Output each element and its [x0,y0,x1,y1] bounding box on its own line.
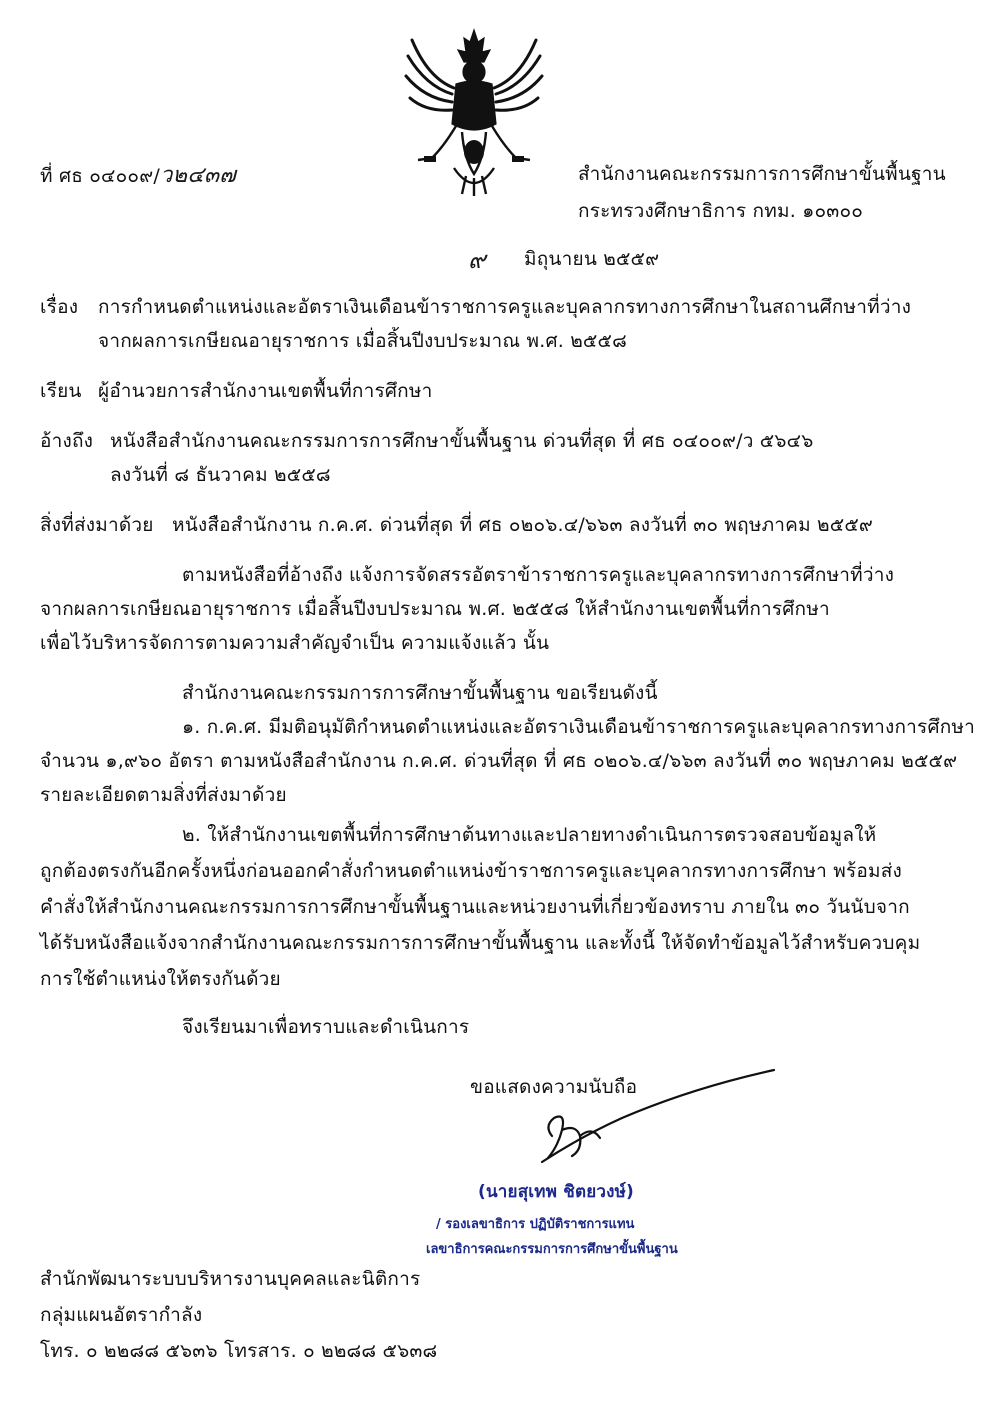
item-2-line-2: ถูกต้องตรงกันอีกครั้งหนึ่งก่อนออกคำสั่งกำหนดตำแหน่งข้าราชการครูและบุคลากรทางการศึกษา พร้อมส่ง [40,860,902,882]
footer-contact: โทร. ๐ ๒๒๘๘ ๕๖๓๖ โทรสาร. ๐ ๒๒๘๘ ๕๖๓๘ [40,1340,438,1362]
subject-line-2: จากผลการเกษียณอายุราชการ เมื่อสิ้นปีงบประมาณ พ.ศ. ๒๕๕๘ [98,330,627,352]
handwritten-signature [522,1066,782,1176]
recipient-label: เรียน [40,380,82,402]
signer-title-line-1-text: รองเลขาธิการ ปฏิบัติราชการแทน [445,1217,635,1232]
enclosure-text: หนังสือสำนักงาน ก.ค.ศ. ด่วนที่สุด ที่ ศธ ๐๒๐๖.๔/๖๖๓ ลงวันที่ ๓๐ พฤษภาคม ๒๕๕๙ [172,514,874,536]
date-month-year: มิถุนายน ๒๕๕๙ [524,248,660,270]
signer-name: (นายสุเทพ ชิตยวงษ์) [478,1182,634,1202]
body-paragraph-1-line-3: เพื่อไว้บริหารจัดการตามความสำคัญจำเป็น ความแจ้งแล้ว นั้น [40,632,550,654]
signer-title-line-1 [436,1213,634,1234]
body-paragraph-1-line-2: จากผลการเกษียณอายุราชการ เมื่อสิ้นปีงบประมาณ พ.ศ. ๒๕๕๘ ให้สำนักงานเขตพื้นที่การศึกษา [40,598,830,620]
item-1-line-3: รายละเอียดตามสิ่งที่ส่งมาด้วย [40,784,287,806]
footer-group: กลุ่มแผนอัตรากำลัง [40,1304,203,1326]
closing-sentence: จึงเรียนมาเพื่อทราบและดำเนินการ [182,1016,470,1038]
item-2-line-4: ได้รับหนังสือแจ้งจากสำนักงานคณะกรรมการการศึกษาขั้นพื้นฐาน และทั้งนี้ ให้จัดทำข้อมูลไว้สำหรับควบคุม [40,932,921,954]
agency-address: กระทรวงศึกษาธิการ กทม. ๑๐๓๐๐ [578,200,864,222]
agency-name: สำนักงานคณะกรรมการการศึกษาขั้นพื้นฐาน [578,163,946,185]
body-paragraph-2: สำนักงานคณะกรรมการการศึกษาขั้นพื้นฐาน ขอเรียนดังนี้ [182,682,658,704]
body-paragraph-1-line-1: ตามหนังสือที่อ้างถึง แจ้งการจัดสรรอัตราข้าราชการครูและบุคลากรทางการศึกษาที่ว่าง [182,564,895,586]
reference-line-1: หนังสือสำนักงานคณะกรรมการการศึกษาขั้นพื้นฐาน ด่วนที่สุด ที่ ศธ ๐๔๐๐๙/ว ๕๖๔๖ [110,430,814,452]
reference-number-handwritten: ว๒๔๓๗ [159,163,237,188]
item-1-line-2: จำนวน ๑,๙๖๐ อัตรา ตามหนังสือสำนักงาน ก.ค.ศ. ด่วนที่สุด ที่ ศธ ๐๒๐๖.๔/๖๖๓ ลงวันที่ ๓๐ พฤษภาคม ๒๕๕๙ [40,750,958,772]
footer-office: สำนักพัฒนาระบบบริหารงานบุคคลและนิติการ [40,1268,421,1290]
signer-title-line-2: เลขาธิการคณะกรรมการการศึกษาขั้นพื้นฐาน [426,1242,678,1257]
recipient-text: ผู้อำนวยการสำนักงานเขตพื้นที่การศึกษา [98,380,433,402]
reference-number-prefix: ที่ ศธ ๐๔๐๐๙/ [40,165,160,187]
enclosure-label: สิ่งที่ส่งมาด้วย [40,514,154,536]
item-2-line-5: การใช้ตำแหน่งให้ตรงกันด้วย [40,968,281,990]
item-2-line-3: คำสั่งให้สำนักงานคณะกรรมการการศึกษาขั้นพื้นฐานและหน่วยงานที่เกี่ยวข้องทราบ ภายใน ๓๐ วันนับจาก [40,896,910,918]
reference-label: อ้างถึง [40,430,94,452]
garuda-emblem [404,28,544,198]
subject-line-1: การกำหนดตำแหน่งและอัตราเงินเดือนข้าราชการครูและบุคลากรทางการศึกษาในสถานศึกษาที่ว่าง [98,296,912,318]
reference-number [40,165,236,187]
reference-line-2: ลงวันที่ ๘ ธันวาคม ๒๕๕๘ [110,464,331,486]
date-day: ๙ [468,246,486,274]
item-1-line-1: ๑. ก.ค.ศ. มีมติอนุมัติกำหนดตำแหน่งและอัตราเงินเดือนข้าราชการครูและบุคลากรทางการศึกษา [182,716,976,738]
subject-label: เรื่อง [40,296,79,318]
slash-mark: / [436,1217,446,1232]
item-2-line-1: ๒. ให้สำนักงานเขตพื้นที่การศึกษาต้นทางและปลายทางดำเนินการตรวจสอบข้อมูลให้ [182,824,877,846]
salutation: ขอแสดงความนับถือ [470,1076,638,1098]
